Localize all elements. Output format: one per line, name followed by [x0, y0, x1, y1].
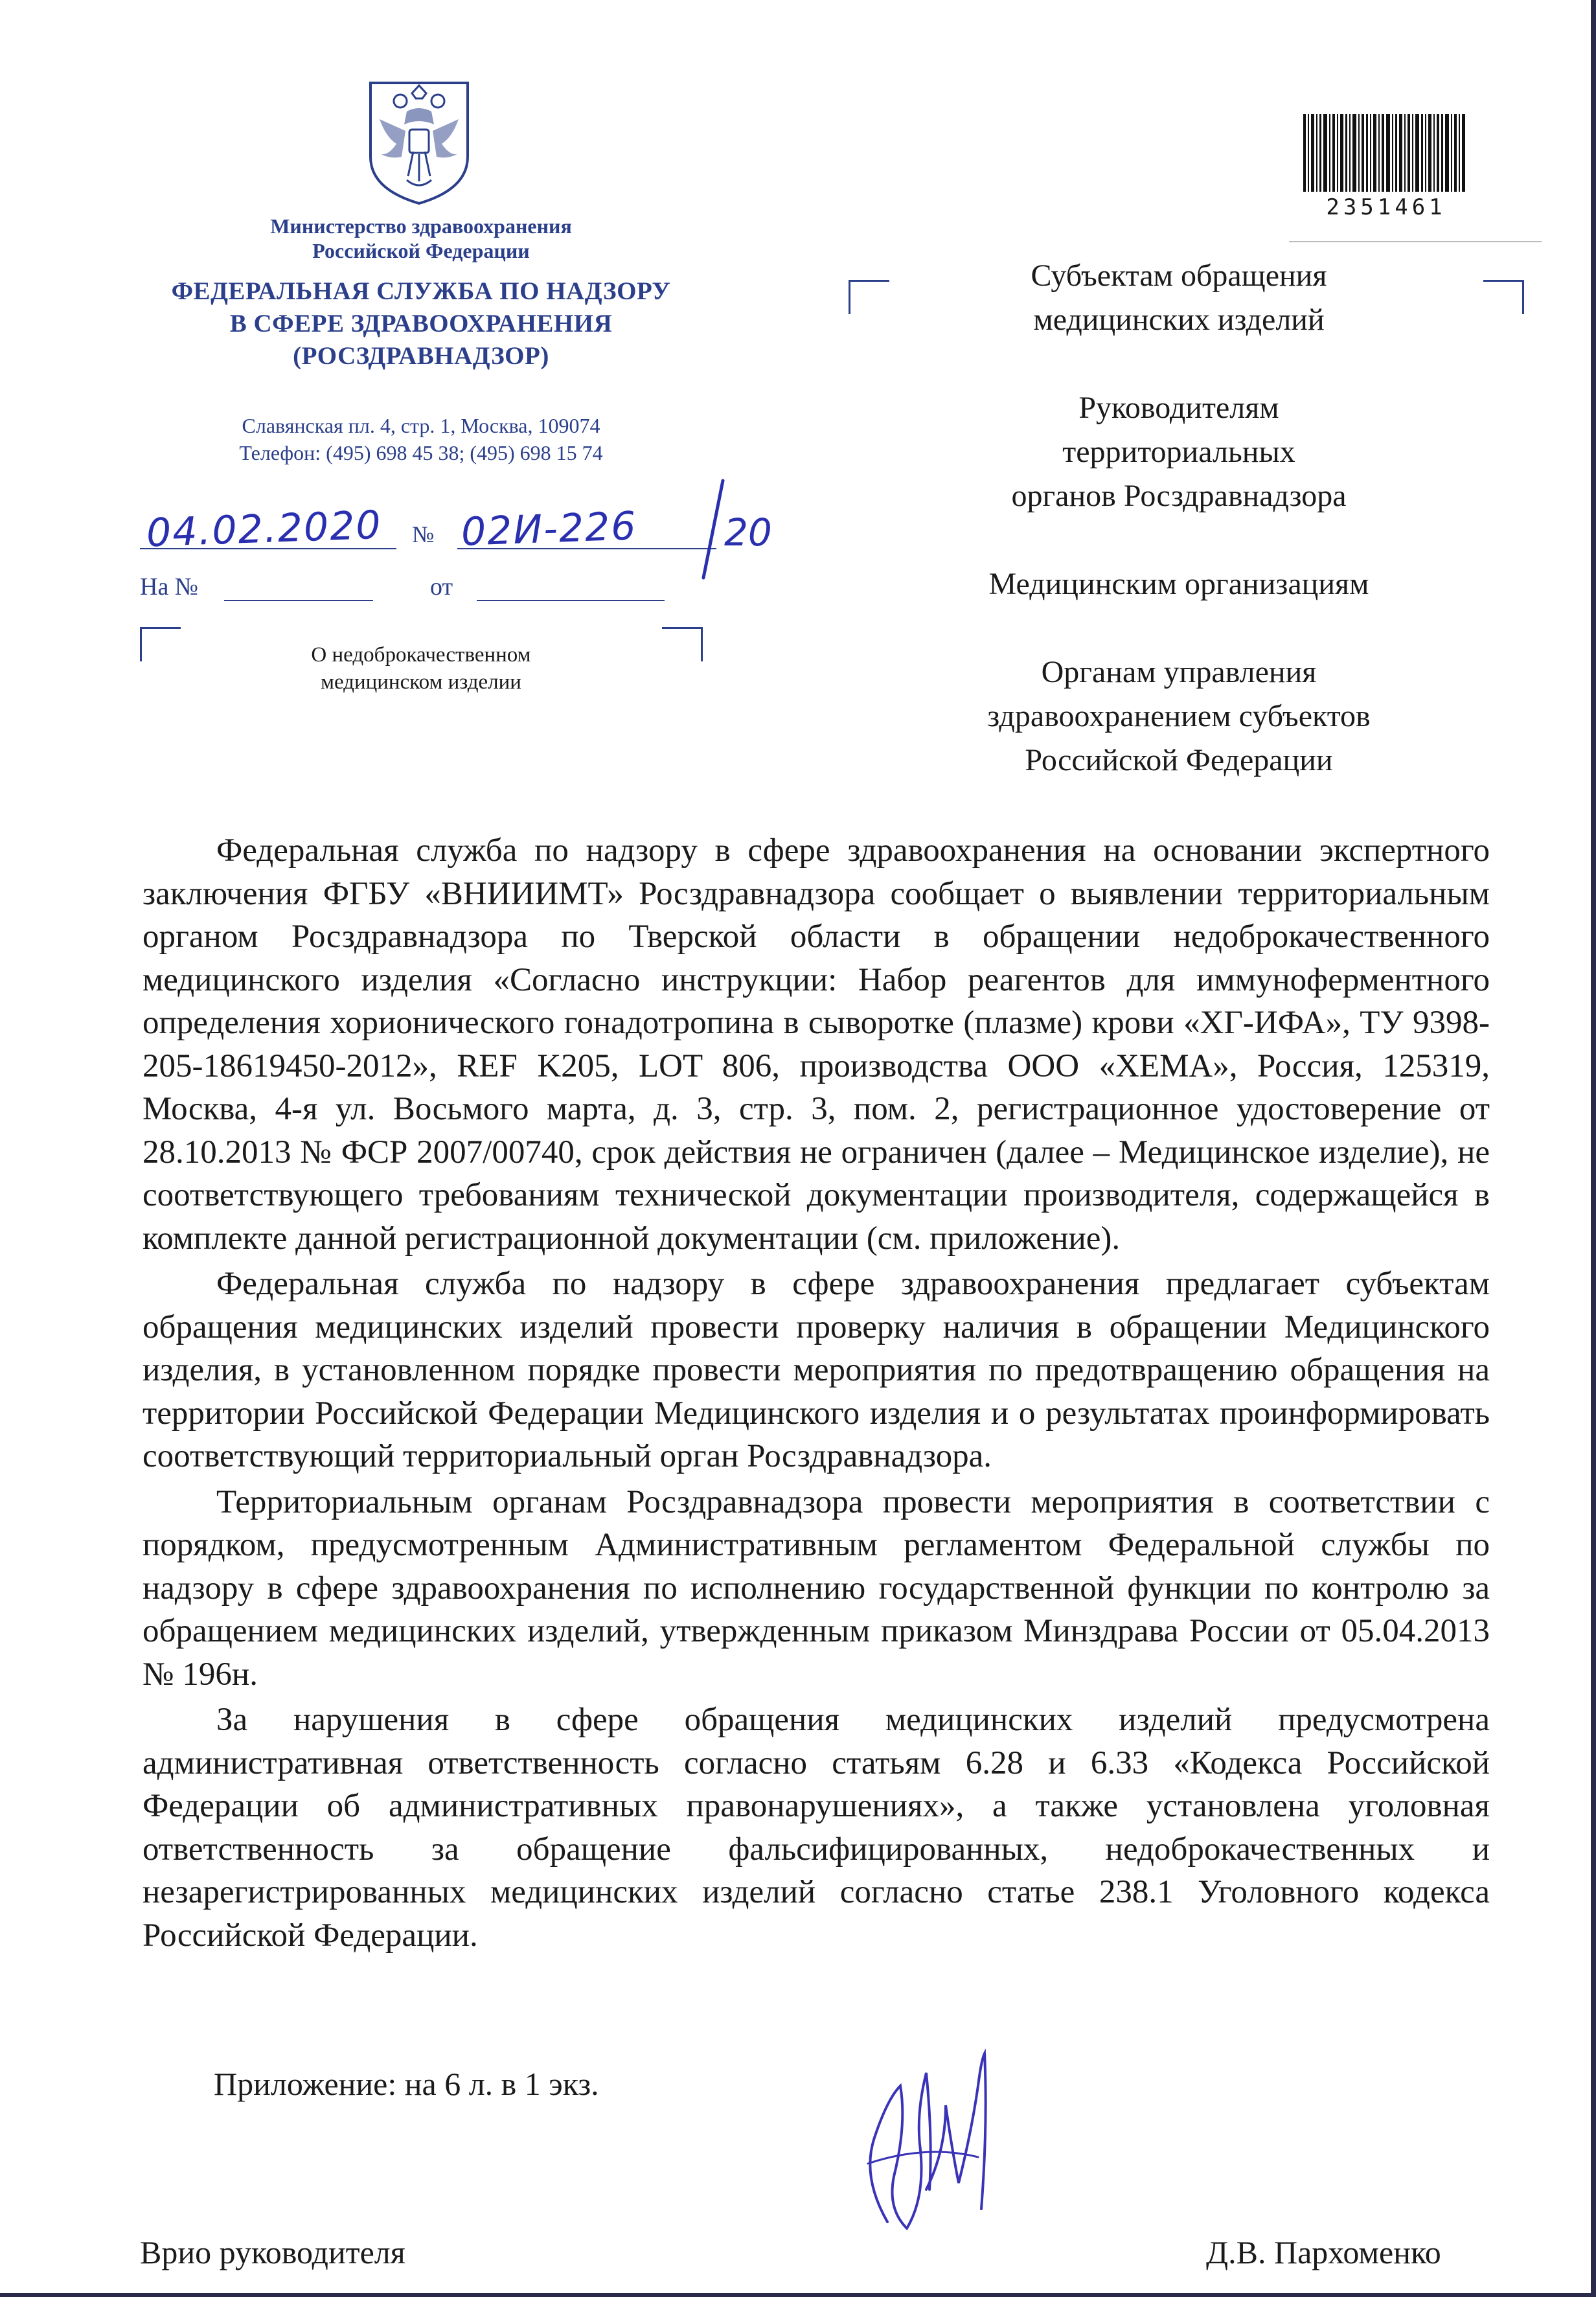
subject-bracket-right — [662, 627, 703, 661]
recipient-line: Органам управления — [1041, 655, 1317, 689]
reply-reference-row — [140, 570, 723, 609]
sender-address — [97, 412, 745, 466]
recipient-line: здравоохранением субъектов — [987, 699, 1371, 733]
body-paragraph-3: Территориальным органам Росздравнадзора провести мероприятия в соответствии с порядком, предусмотренным Административным регламентом Федеральной службы по надзору в сфере здравоохранения по исполнению государственной функции по контролю за обращением медицинских изделий, утвержденным приказом Минздрава России от 05.04.2013 № 196н. — [142, 1483, 1490, 1693]
recipient-group-2 — [887, 386, 1470, 518]
registration-date: 04.02.2020 — [145, 502, 383, 556]
ministry-line2: Российской Федерации — [312, 239, 530, 262]
coat-of-arms-emblem — [367, 79, 472, 206]
signer-name: Д.В. Пархоменко — [1206, 2234, 1441, 2270]
recipient-group-1 — [887, 254, 1470, 342]
service-name — [97, 275, 745, 372]
ministry-line1: Министерство здравоохранения — [270, 214, 572, 238]
service-line1: ФЕДЕРАЛЬНАЯ СЛУЖБА ПО НАДЗОРУ — [171, 277, 671, 305]
from-underline — [477, 600, 665, 601]
address-line: Славянская пл. 4, стр. 1, Москва, 109074 — [242, 414, 600, 437]
recipient-group-4 — [887, 650, 1470, 783]
registration-row — [140, 502, 852, 564]
reply-to-underline — [224, 600, 373, 601]
registration-number-suffix — [697, 474, 775, 584]
number-sign: № — [412, 521, 435, 547]
recipient-line: Медицинским организациям — [988, 567, 1369, 601]
appendix-note: Приложение: на 6 л. в 1 экз. — [214, 2066, 599, 2102]
reply-to-label: На № — [140, 573, 199, 600]
recipient-line: медицинских изделий — [1033, 303, 1325, 337]
service-line2: В СФЕРЕ ЗДРАВООХРАНЕНИЯ — [229, 310, 613, 337]
recipients-bracket-right — [1483, 280, 1524, 314]
body-paragraph-1: Федеральная служба по надзору в сфере здравоохранения на основании экспертного заключения ФГБУ «ВНИИИМТ» Росздравнадзора сообщает о выявлении территориальным органом Росздравнадзора по Тверской области в обращении недоброкачественного медицинского изделия «Согласно инструкции: Набор реагентов для иммуноферментного определения хорионического гонадотропина в сыворотке (плазме) крови «ХГ-ИФА», ТУ 9398-205-18619450-2012», REF K205, LOT 806, производства ООО «ХЕМА», Россия, 125319, Москва, 4-я ул. Восьмого марта, д. 3, стр. 3, пом. 2, регистрационное удостоверение от 28.10.2013 № ФСР 2007/00740, срок действия не ограничен (далее – Медицинское изделие), не соответствующего требованиям технической документации производителя, содержащейся в комплекте данной регистрационной документации (см. приложение). — [142, 832, 1490, 1257]
recipient-line: Руководителям — [1078, 391, 1279, 425]
service-line3: (РОСЗДРАВНАДЗОР) — [293, 342, 549, 370]
recipient-line: органов Росздравнадзора — [1011, 479, 1347, 513]
scan-edge-bottom — [0, 2293, 1596, 2297]
recipient-group-3 — [887, 562, 1470, 606]
body-paragraph-2: Федеральная служба по надзору в сфере здравоохранения предлагает субъектам обращения медицинских изделий провести проверку наличия в обращении Медицинского изделия, в установленном порядке провести мероприятия по предотвращению обращения на территории Российской Федерации Медицинского изделия и о результатах проинформировать соответствующий территориальный орган Росздравнадзора. — [142, 1266, 1490, 1474]
letter-subject — [227, 641, 615, 696]
letter-body — [142, 829, 1490, 1960]
barcode — [1303, 114, 1465, 192]
subject-line2: медицинском изделии — [321, 670, 521, 694]
handwritten-signature — [849, 2047, 1017, 2241]
barcode-number: 2351461 — [1326, 194, 1446, 220]
scan-edge-right — [1591, 0, 1596, 2297]
subject-bracket-left — [140, 627, 181, 661]
recipient-line: Российской Федерации — [1025, 743, 1333, 777]
recipient-line: территориальных — [1062, 435, 1295, 469]
registration-number: 02И-226 — [460, 503, 638, 555]
from-label: от — [430, 573, 453, 600]
phone-line: Телефон: (495) 698 45 38; (495) 698 15 74 — [239, 441, 603, 464]
recipients-block — [887, 254, 1470, 783]
number-suffix-text: 20 — [724, 510, 772, 554]
body-paragraph-4: За нарушения в сфере обращения медицинских изделий предусмотрена административная ответственность согласно статьям 6.28 и 6.33 «Кодекса Российской Федерации об административных правонарушениях», а также установлена уголовная ответственность за обращение фальсифицированных, недоброкачественных и незарегистрированных медицинских изделий согласно статье 238.1 Уголовного кодекса Российской Федерации. — [142, 1702, 1490, 1954]
signer-title: Врио руководителя — [140, 2234, 405, 2270]
recipients-bracket-left — [849, 280, 889, 314]
ministry-name — [130, 214, 712, 263]
barcode-separator — [1289, 241, 1542, 242]
recipient-line: Субъектам обращения — [1031, 258, 1327, 293]
subject-line1: О недоброкачественном — [311, 643, 531, 667]
